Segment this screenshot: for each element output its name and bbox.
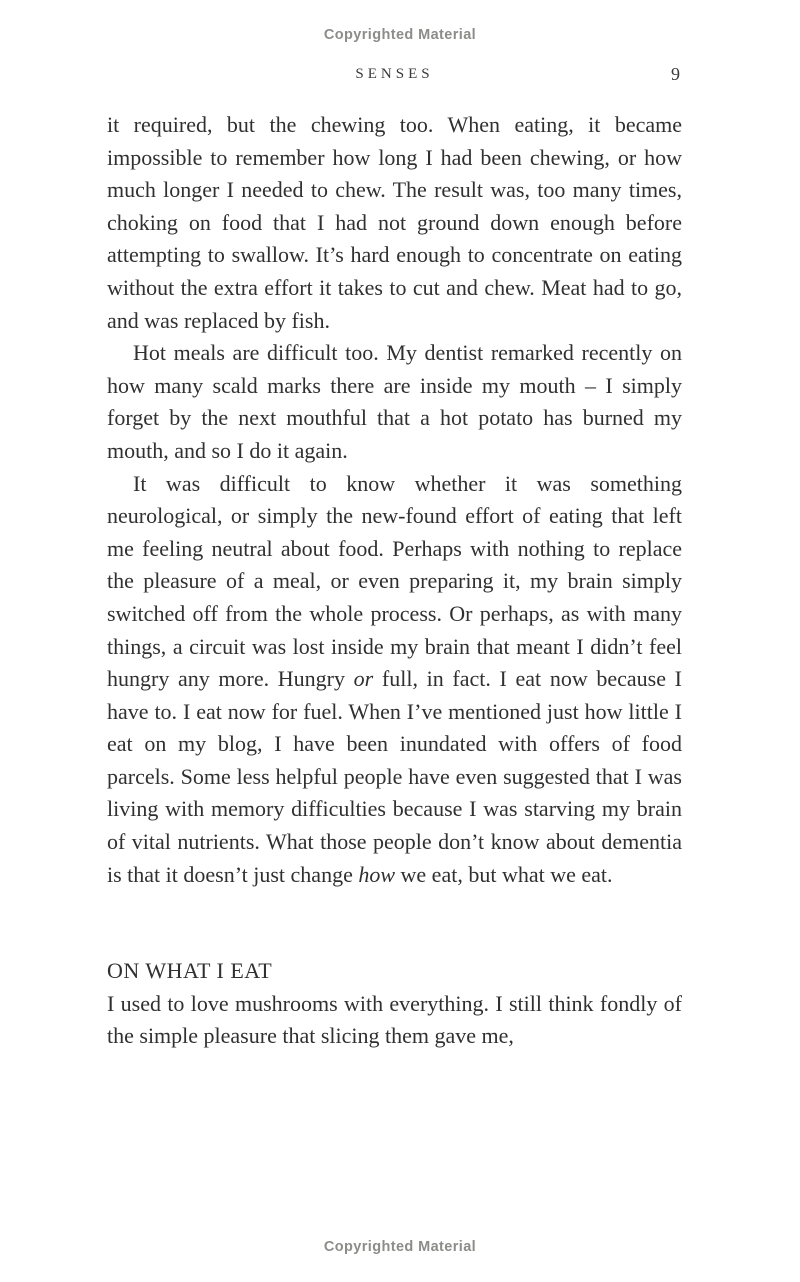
body-text	[107, 109, 682, 1053]
paragraph: it required, but the chewing too. When eating, it became impossible to remember how long I had been chewing, or how much longer I needed to chew. The result was, too many times, choking on food that I had not ground down enough before attempting to swallow. It’s hard enough to concentrate on eating without the extra effort it takes to cut and chew. Meat had to go, and was replaced by fish.	[107, 112, 682, 333]
paragraph: It was difficult to know whether it was something neurological, or simply the new-found effort of eating that left me feeling neutral about food. Perhaps with nothing to replace the pleasure of a meal, or even preparing it, my brain simply switched off from the whole process. Or perhaps, as with many things, a circuit was lost inside my brain that meant I didn’t feel hungry any more. Hungry or full, in fact. I eat now because I have to. I eat now for fuel. When I’ve mentioned just how little I eat on my blog, I have been inundated with offers of food parcels. Some less helpful people have even suggested that I was living with memory difficulties because I was starving my brain of vital nutrients. What those people don’t know about dementia is that it doesn’t just change how we eat, but what we eat.	[107, 470, 682, 887]
running-header	[107, 66, 682, 88]
copyright-watermark-bottom: Copyrighted Material	[323, 1239, 477, 1255]
paragraph: Hot meals are difficult too. My dentist remarked recently on how many scald marks there are inside my mouth – I simply forget by the next mouthful that a hot potato has burned my mouth, and so I do it again.	[107, 340, 682, 463]
page-number: 9	[671, 64, 680, 84]
chapter-title: SENSES	[355, 66, 434, 82]
paragraph: I used to love mushrooms with everything. I still think fondly of the simple pleasure that slicing them gave me,	[107, 990, 682, 1049]
copyright-watermark-top: Copyrighted Material	[323, 27, 477, 43]
section-heading: ON WHAT I EAT	[107, 958, 273, 984]
